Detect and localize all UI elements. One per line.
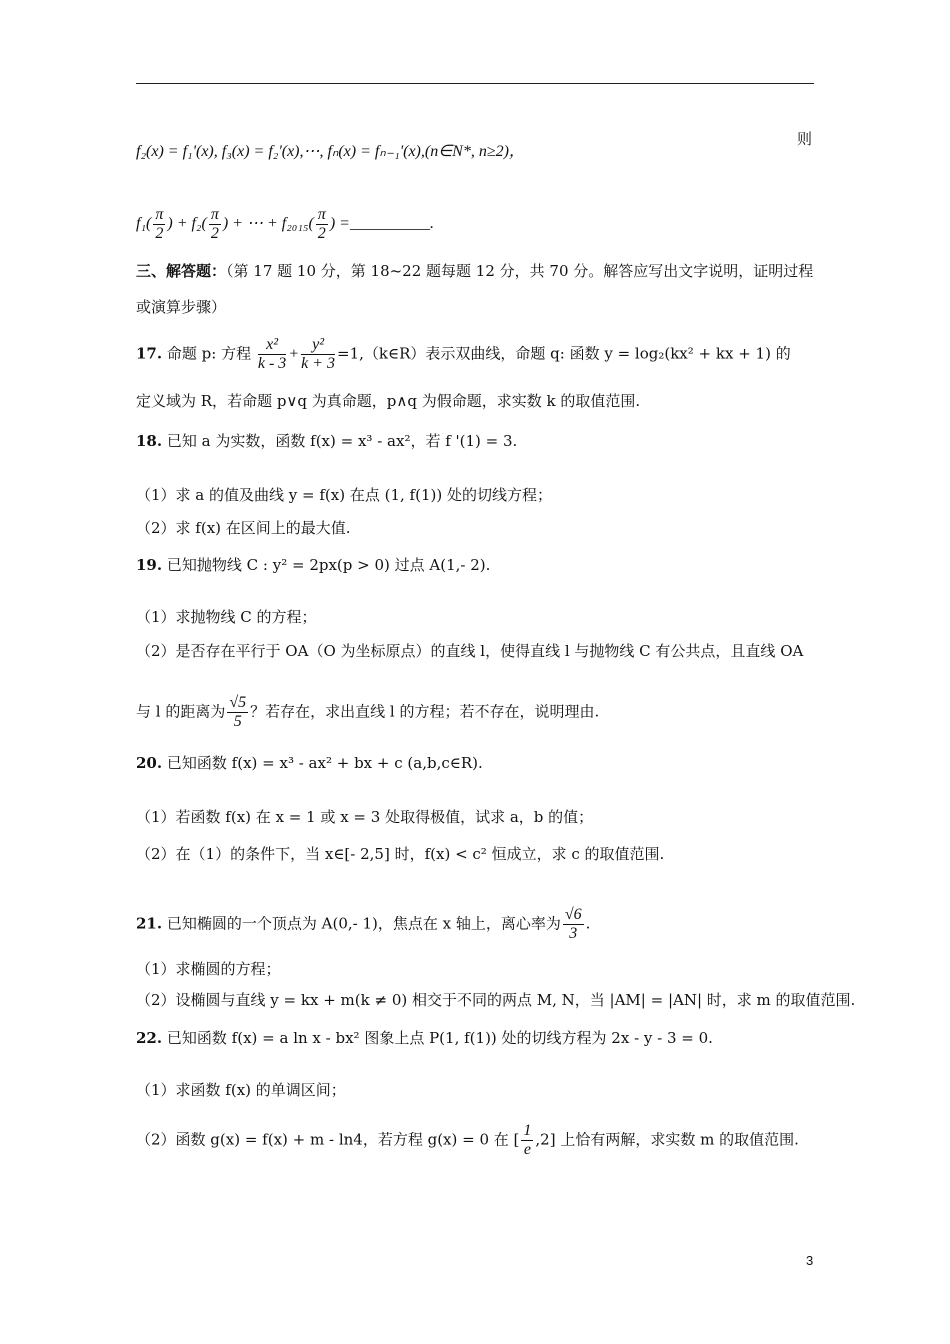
q17-line2: 定义域为 R，若命题 p∨q 为真命题，p∧q 为假命题，求实数 k 的取值范围. [136,392,641,410]
q18-part1: （1）求 a 的值及曲线 y = f(x) 在点 (1, f(1)) 处的切线方程； [136,486,552,504]
q21-number: 21. [136,914,163,933]
q19-part2: （2）是否存在平行于 OA（O 为坐标原点）的直线 l，使得直线 l 与抛物线 C 有公共点，且直线 OA [136,642,804,660]
q18-line1: 18. 已知 a 为实数，函数 f(x) = x³ - ax²，若 f '(1) = 3. [136,432,518,450]
header-rule [136,83,814,84]
sqrt6-over-3-fraction: $\frac{√6}{3}$ [564,906,582,942]
q20-part1: （1）若函数 f(x) 在 x = 1 或 x = 3 处取得极值，试求 a，b 的值； [136,808,594,826]
q22-number: 22. [136,1029,163,1047]
q17-fraction-1: $\frac{\text{x²}}{k - 3}$ [257,336,287,372]
q21-part2: （2）设椭圆与直线 y = kx + m(k ≠ 0) 相交于不同的两点 M, N，当 |AM| = |AN| 时，求 m 的取值范围. [136,991,856,1009]
section3-heading [136,260,813,281]
q20-part2: （2）在（1）的条件下，当 x∈[- 2,5] 时，f(x) < c² 恒成立，求 c 的取值范围. [136,845,665,863]
q22-part2: （2）函数 g(x) = f(x) + m - ln4，若方程 g(x) = 0 在 [ $\frac{1}{e}$ ,2] 上恰有两解，求实数 m 的取值范围. [136,1122,799,1158]
q22-line1: 22. 已知函数 f(x) = a ln x - bx² 图象上点 P(1, f(1)) 处的切线方程为 2x - y - 3 = 0. [136,1029,713,1047]
q21-line1: 21. 已知椭圆的一个顶点为 A(0,- 1)，焦点在 x 轴上，离心率为 $\frac{√6}{3}$ . [136,906,591,942]
q17-line1: 17. 命题 p: 方程 $\frac{\text{x²}}{k - 3}$ + $\frac{\text{y²}}{k + 3}$ =1,（k∈R）表示双曲线，命题 q: 函数 y = log₂(kx² + kx + 1) 的 [136,336,791,372]
one-over-e-fraction: $\frac{1}{e}$ [523,1122,532,1158]
q17-number: 17. [136,344,163,363]
q22-part1: （1）求函数 f(x) 的单调区间； [136,1081,346,1099]
section3-desc2: 或演算步骤） [136,298,227,316]
pi-over-2-fraction: $\frac{\pi}{2}$ [155,206,164,242]
sqrt5-over-5-fraction: $\frac{√5}{5}$ [229,694,247,730]
q18-part2: （2）求 f(x) 在区间上的最大值. [136,519,351,537]
page-number: 3 [806,1253,814,1268]
q16-line2: f₁( $\frac{\pi}{2}$ ) + f₂( $\frac{\pi}{2}$ ) + ⋯ + f₂₀₁₅( $\frac{\pi}{2}$ ) =__________. [136,206,434,242]
section3-desc: （第 17 题 10 分，第 18~22 题每题 12 分，共 70 分。解答应写出文字说明，证明过程 [226,262,814,280]
q21-part1: （1）求椭圆的方程； [136,960,281,978]
pi-over-2-fraction: $\frac{\pi}{2}$ [210,206,219,242]
q20-number: 20. [136,754,163,772]
q16-ze: 则 [797,130,813,148]
q18-number: 18. [136,432,163,450]
section3-title: 三、解答题： [136,262,227,280]
q20-line1: 20. 已知函数 f(x) = x³ - ax² + bx + c (a,b,c∈R). [136,754,483,772]
q17-fraction-2: $\frac{\text{y²}}{k + 3}$ [301,336,336,372]
q19-line1: 19. 已知抛物线 C : y² = 2px(p > 0) 过点 A(1,- 2). [136,556,491,574]
pi-over-2-fraction: $\frac{\pi}{2}$ [317,206,326,242]
q19-part3: 与 l 的距离为 $\frac{√5}{5}$ ？若存在，求出直线 l 的方程；若不存在，说明理由. [136,694,600,730]
q16-line1: f₂(x) = f₁'(x), f₃(x) = f₂'(x),⋯, fₙ(x) = fₙ₋₁'(x),(n∈N*, n≥2)， [136,143,525,160]
q19-part1: （1）求抛物线 C 的方程； [136,608,317,626]
q19-number: 19. [136,556,163,574]
